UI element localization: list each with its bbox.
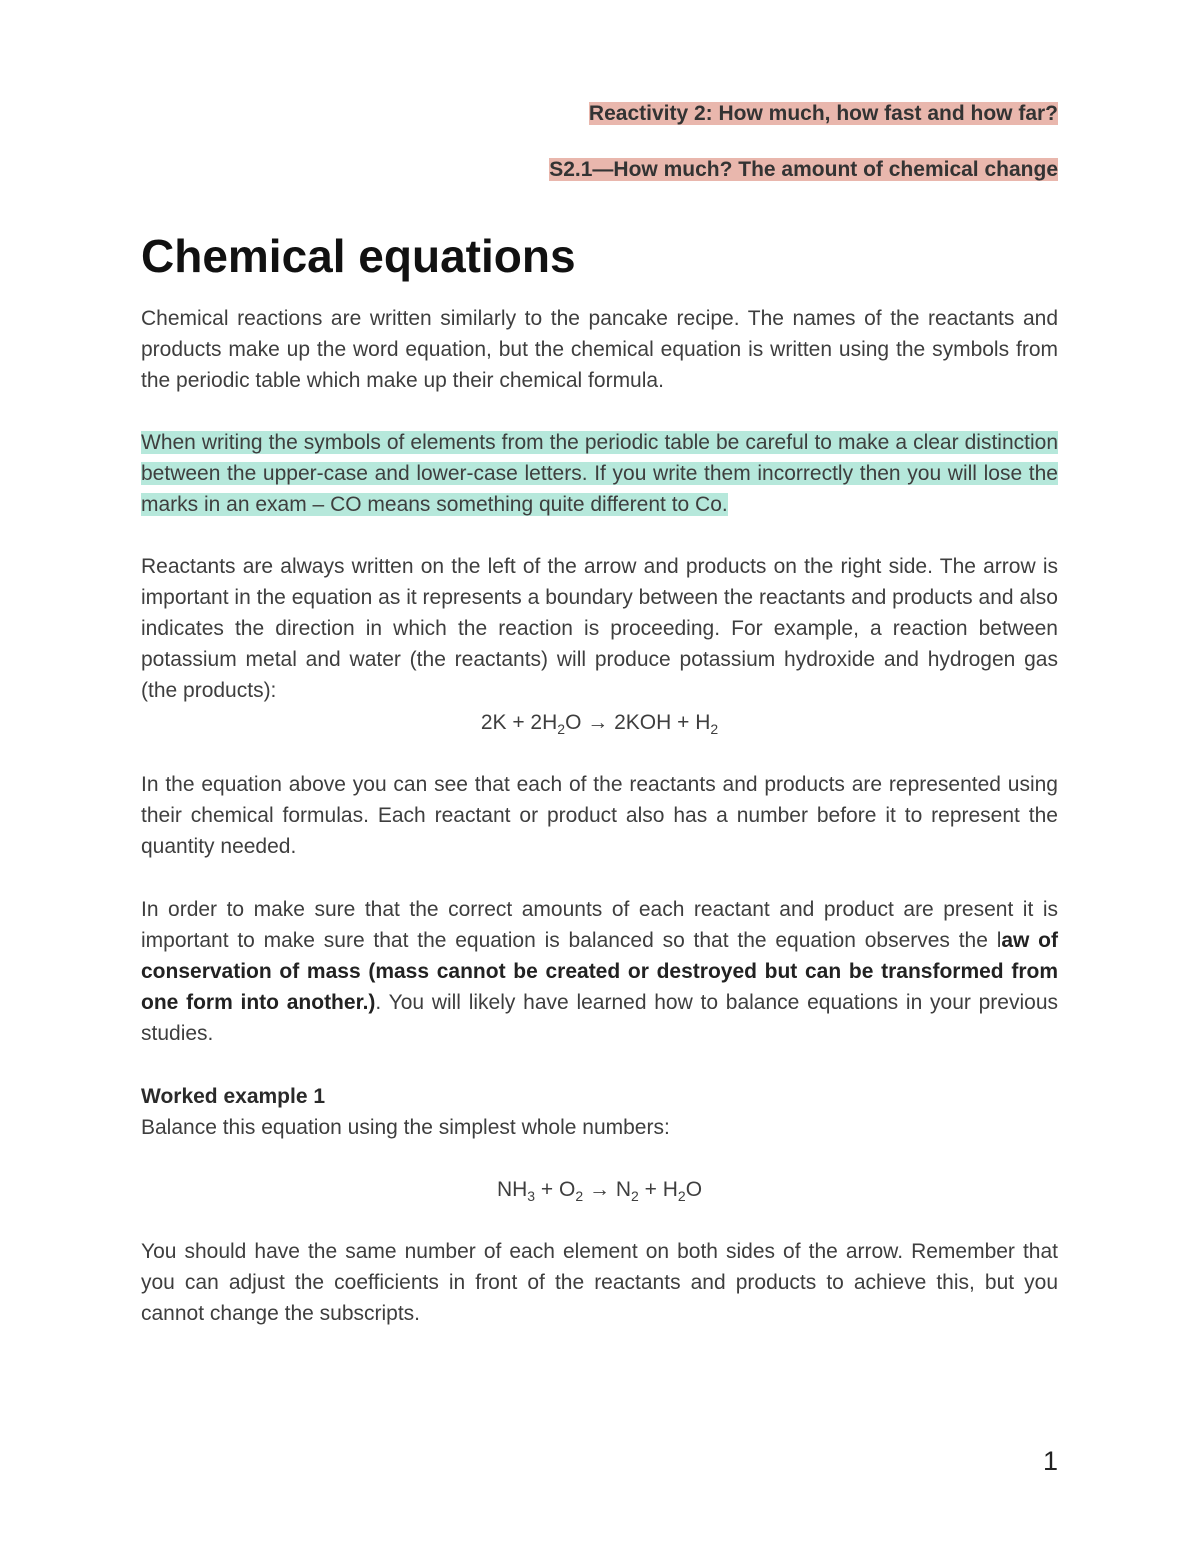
- ammonia-oxygen-equation: $NH_3 + O_2 \to N_2 + H_2O$: [496, 1178, 703, 1204]
- worked-example-explanation: You should have the same number of each element on both sides of the arrow. Remember that you can adjust the coefficients in front of the reactants and products to achieve this, but you cannot change the subscripts.: [141, 1240, 1058, 1325]
- header-subtopic-text: S2.1—How much? The amount of chemical change: [549, 158, 1058, 181]
- formulas-paragraph: In the equation above you can see that each of the reactants and products are represented using their chemical formulas. Each reactant or product also has a number before it to represent the quantity needed.: [141, 773, 1058, 858]
- highlighted-note: [141, 427, 1058, 520]
- header-unit-label: Reactivity 2:: [588, 102, 713, 125]
- worked-example-instruction: Balance this equation using the simplest whole numbers:: [141, 1116, 670, 1139]
- highlighted-note-text: When writing the symbols of elements from the periodic table be careful to make a clear distinction between the upper-case and lower-case letters. If you write them incorrectly then you will lose the marks in an exam – CO means something quite different to Co.: [141, 431, 1058, 516]
- intro-paragraph: Chemical reactions are written similarly to the pancake recipe. The names of the reactants and products make up the word equation, but the chemical equation is written using the symbols from the periodic table which make up their chemical formula.: [141, 307, 1058, 392]
- worked-example-title: Worked example 1: [141, 1085, 326, 1108]
- law-of-conservation-text: aw of conservation of mass (mass cannot be created or destroyed but can be transformed from one form into another.): [141, 929, 1058, 1014]
- page-number: 1: [1042, 1446, 1058, 1476]
- page-title: Chemical equations: [141, 230, 576, 282]
- header-unit-text: How much, how fast and how far?: [712, 102, 1058, 125]
- potassium-water-equation: $2K + 2H_2O \to 2KOH + H_2$: [480, 711, 719, 737]
- reactants-products-paragraph: Reactants are always written on the left of the arrow and products on the right side. The arrow is important in the equation as it represents a boundary between the reactants and products and also indicates the direction in which the reaction is proceeding. For example, a reaction between potassium metal and water (the reactants) will produce potassium hydroxide and hydrogen gas (the products):: [141, 555, 1058, 702]
- conservation-paragraph: In order to make sure that the correct amounts of each reactant and product are present it is important to make sure that the equation is balanced so that the equation observes the law of conservation of mass (mass cannot be created or destroyed but can be transformed from one form into another.). You will likely have learned how to balance equations in your previous studies.: [141, 898, 1058, 1045]
